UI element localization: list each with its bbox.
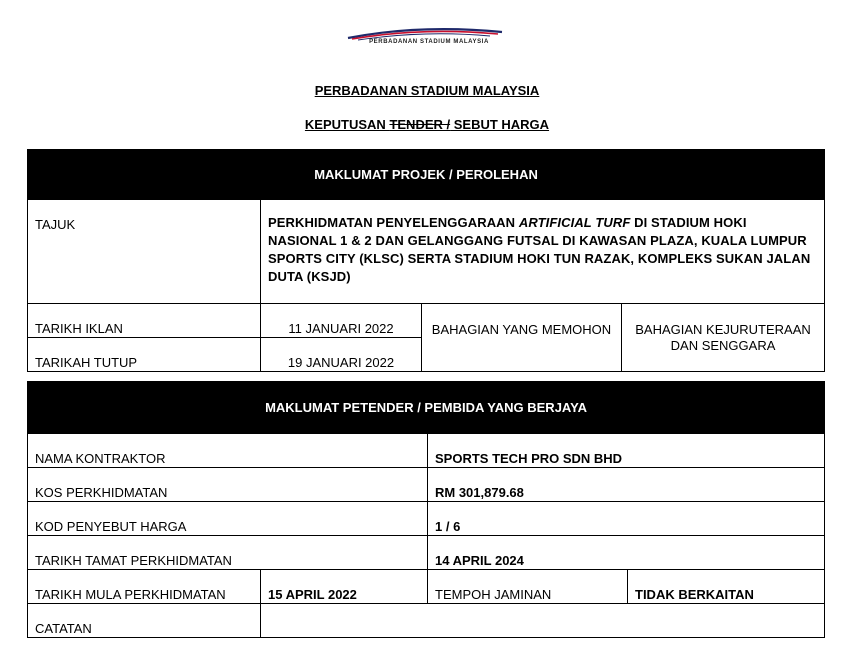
- logo-text: PERBADANAN STADIUM MALAYSIA: [369, 39, 489, 45]
- tajuk-value: [261, 200, 825, 304]
- subtitle-post: SEBUT HARGA: [450, 117, 550, 132]
- kod-label: KOD PENYEBUT HARGA: [28, 502, 428, 536]
- tajuk-pre: PERKHIDMATAN PENYELENGGARAAN: [268, 215, 519, 230]
- catatan-label: CATATAN: [28, 604, 261, 638]
- kontraktor-row: [28, 434, 825, 468]
- tutup-label: TARIKAH TUTUP: [28, 338, 261, 372]
- catatan-row: [28, 604, 825, 638]
- page-subtitle: [0, 117, 854, 132]
- tamat-label: TARIKH TAMAT PERKHIDMATAN: [28, 536, 428, 570]
- jaminan-value: TIDAK BERKAITAN: [628, 570, 825, 604]
- jaminan-label: TEMPOH JAMINAN: [428, 570, 628, 604]
- winner-band-row: [28, 382, 825, 434]
- mula-row: [28, 570, 825, 604]
- mula-label: TARIKH MULA PERKHIDMATAN: [28, 570, 261, 604]
- project-table: [27, 149, 825, 372]
- subtitle-pre: KEPUTUSAN: [304, 117, 390, 132]
- iklan-value: 11 JANUARI 2022: [261, 304, 422, 338]
- iklan-row: [28, 304, 825, 338]
- iklan-label: TARIKH IKLAN: [28, 304, 261, 338]
- project-band-row: [28, 150, 825, 200]
- tamat-value: 14 APRIL 2024: [428, 536, 825, 570]
- tajuk-post: DI STADIUM HOKI NASIONAL 1 & 2 DAN GELANGGANG FUTSAL DI KAWASAN PLAZA, KUALA LUMPUR SPORTS CITY (KLSC) SERTA STADIUM HOKI TUN RAZAK, KOMPLEKS SUKAN JALAN DUTA (KSJD): [268, 215, 811, 284]
- bahagian-label: BAHAGIAN YANG MEMOHON: [422, 304, 622, 372]
- bahagian-value: BAHAGIAN KEJURUTERAAN DAN SENGGARA: [622, 304, 825, 372]
- kos-label: KOS PERKHIDMATAN: [28, 468, 428, 502]
- kos-value: RM 301,879.68: [428, 468, 825, 502]
- catatan-value: [261, 604, 825, 638]
- tamat-row: [28, 536, 825, 570]
- kod-value: 1 / 6: [428, 502, 825, 536]
- kontraktor-label: NAMA KONTRAKTOR: [28, 434, 428, 468]
- logo-swoosh-icon: [340, 22, 510, 50]
- psm-logo: [340, 22, 510, 50]
- page-title: PERBADANAN STADIUM MALAYSIA: [314, 83, 540, 98]
- project-band: MAKLUMAT PROJEK / PEROLEHAN: [28, 150, 825, 200]
- winner-band: MAKLUMAT PETENDER / PEMBIDA YANG BERJAYA: [28, 382, 825, 434]
- kontraktor-value: SPORTS TECH PRO SDN BHD: [428, 434, 825, 468]
- winner-table: [27, 381, 825, 638]
- kod-row: [28, 502, 825, 536]
- kos-row: [28, 468, 825, 502]
- tajuk-italic: ARTIFICIAL TURF: [518, 215, 631, 230]
- tutup-value: 19 JANUARI 2022: [261, 338, 422, 372]
- tajuk-row: [28, 200, 825, 304]
- tajuk-label: TAJUK: [28, 200, 261, 304]
- subtitle-struck: TENDER /: [389, 117, 451, 132]
- mula-value: 15 APRIL 2022: [261, 570, 428, 604]
